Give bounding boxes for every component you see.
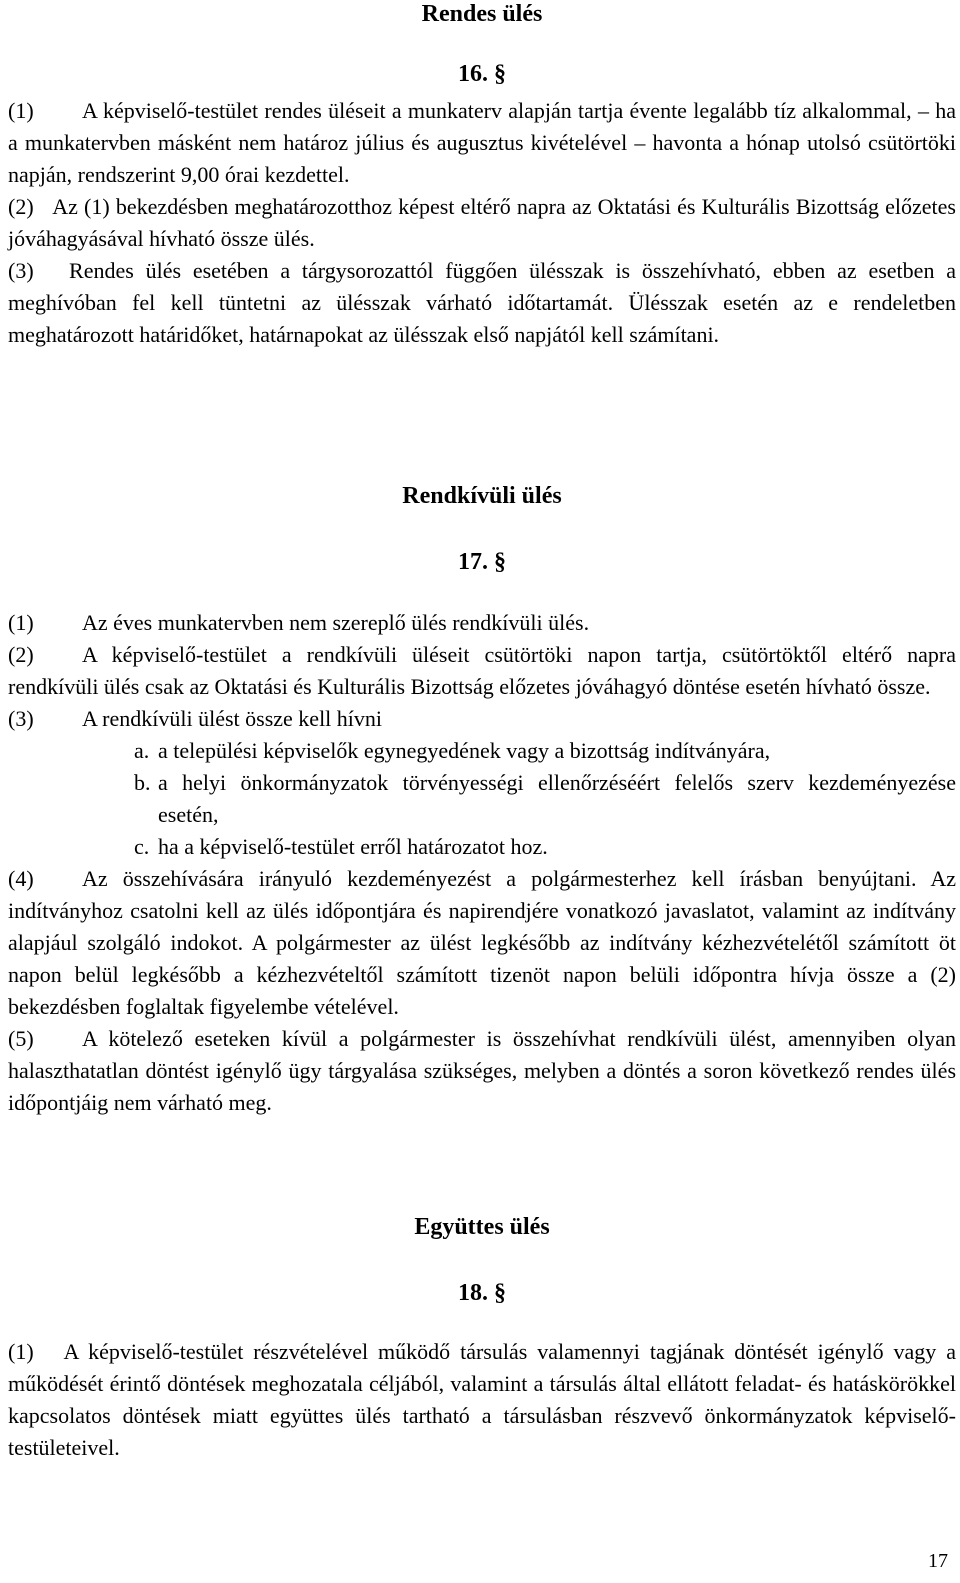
paragraph-number: (2): [8, 642, 34, 667]
section-heading: Rendes ülés: [421, 1, 543, 27]
paragraph-text: Az (1) bekezdésben meghatározotthoz képest eltérő napra az Oktatási és Kulturális Bizottság előzetes jóváhagyásával hívható össze ülés.: [8, 194, 956, 251]
paragraph: [8, 863, 956, 1023]
paragraph-number: (1): [8, 98, 34, 123]
paragraph-text: A kötelező eseteken kívül a polgármester is összehívhat rendkívüli ülést, amennyiben olyan halaszthatatlan döntést igénylő ügy tárgyalása szükséges, melyben a döntés a soron következő rendes ülés időpontjáig nem várható meg.: [8, 1026, 956, 1115]
list-item: [8, 831, 956, 863]
paragraph: [8, 607, 956, 639]
paragraph: [8, 703, 956, 735]
paragraph: [8, 1023, 956, 1119]
paragraph-text: Az összehívására irányuló kezdeményezést a polgármesterhez kell írásban benyújtani. Az indítványhoz csatolni kell az ülés időpontjára és napirendjére vonatkozó javaslatot, valamint az indítvány alapjául szolgáló indokot. A polgármester az ülést legkésőbb az indítvány kézhezvételétől számított öt napon belül legkésőbb a kézhezvételtől számított tizenöt napon belüli időpontra hívja össze a (2) bekezdésben foglaltak figyelembe vételével.: [8, 866, 956, 1019]
paragraph-number: (5): [8, 1026, 34, 1051]
section-number: 17. §: [458, 549, 506, 575]
list-letter: b.: [134, 770, 151, 795]
paragraph: [8, 1336, 956, 1464]
section-16-body: [8, 95, 956, 351]
paragraph-number: (1): [8, 610, 34, 635]
section-number: 18. §: [458, 1280, 506, 1306]
paragraph-text: A rendkívüli ülést össze kell hívni: [82, 706, 383, 731]
page-number: 17: [928, 1550, 948, 1572]
paragraph: [8, 255, 956, 351]
section-16: [8, 0, 956, 88]
paragraph-number: (1): [8, 1339, 34, 1364]
section-17-body: [8, 607, 956, 1119]
paragraph-number: (3): [8, 258, 34, 283]
list-item: [8, 767, 956, 831]
paragraph-text: Az éves munkatervben nem szereplő ülés rendkívüli ülés.: [82, 610, 590, 635]
list-letter: a.: [134, 738, 150, 763]
list-text: a települési képviselők egynegyedének vagy a bizottság indítványára,: [158, 738, 771, 763]
section-heading: Együttes ülés: [414, 1214, 550, 1240]
section-heading: Rendkívüli ülés: [402, 483, 562, 509]
list-text: ha a képviselő-testület erről határozatot hoz.: [158, 834, 548, 859]
section-18-body: [8, 1336, 956, 1464]
paragraph-text: A képviselő-testület a rendkívüli üléseit csütörtöki napon tartja, csütörtöktől eltérő napra rendkívüli ülés csak az Oktatási és Kulturális Bizottság előzetes jóváhagyó döntése esetén hívható össze.: [8, 642, 956, 699]
section-18: [8, 1213, 956, 1307]
paragraph-text: Rendes ülés esetében a tárgysorozattól függően ülésszak is összehívható, ebben az esetben a meghívóban fel kell tüntetni az ülésszak várható időtartamát. Ülésszak esetén az e rendeletben meghatározott határidőket, határnapokat az ülésszak első napjától kell számítani.: [8, 258, 956, 347]
list-item: [8, 735, 956, 767]
section-number: 16. §: [458, 61, 506, 87]
paragraph-text: A képviselő-testület részvételével működő társulás valamennyi tagjának döntését igénylő vagy a működését érintő döntések meghozatala céljából, valamint a társulás által ellátott feladat- és hatáskörökkel kapcsolatos döntések miatt együttes ülés tartható a társulásban részvevő önkormányzatok képviselő-testületeivel.: [8, 1339, 957, 1460]
paragraph-text: A képviselő-testület rendes üléseit a munkaterv alapján tartja évente legalább tíz alkalommal, – ha a munkatervben másként nem határoz július és augusztus kivételével – havonta a hónap utolsó csütörtöki napján, rendszerint 9,00 órai kezdettel.: [8, 98, 956, 187]
section-17: [8, 482, 956, 576]
paragraph: [8, 95, 956, 191]
paragraph-number: (3): [8, 706, 34, 731]
list-letter: c.: [134, 834, 150, 859]
list-text: a helyi önkormányzatok törvényességi ellenőrzéséért felelős szerv kezdeményezése esetén,: [158, 770, 956, 827]
paragraph-number: (2): [8, 194, 34, 219]
paragraph-number: (4): [8, 866, 34, 891]
paragraph: [8, 191, 956, 255]
paragraph: [8, 639, 956, 703]
